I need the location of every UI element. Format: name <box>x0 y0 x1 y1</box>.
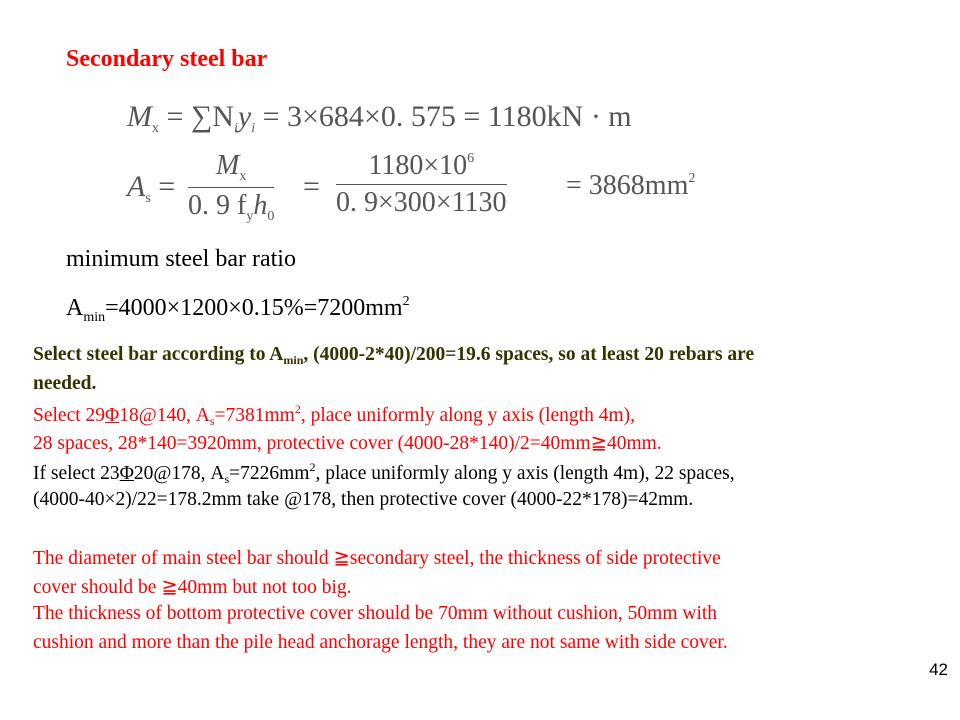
amin-formula: $A_{min}=4000\times 1200\times 0.15\%=7200mm^2$ <box>66 294 410 325</box>
sum-ni: = ∑N <box>166 100 234 133</box>
mx-subscript: x <box>152 121 159 136</box>
page-number: 42 <box>929 660 948 679</box>
minimum-ratio-label: minimum steel bar ratio <box>66 246 296 272</box>
mx-equation <box>127 100 632 137</box>
yi-symbol: y <box>237 100 252 133</box>
as-result: = $3868mm^2$ <box>566 170 696 201</box>
yi-subscript: i <box>251 121 256 136</box>
fraction2-numerator: $1180\times 10^6$ <box>336 150 507 185</box>
slide-title: Secondary steel bar <box>66 46 268 72</box>
as-subscript: s <box>145 191 151 206</box>
ni-subscript: i <box>233 121 238 136</box>
fraction2-denominator: 0. 9×300×1130 <box>336 187 507 218</box>
text-line-8: cover should be ≧40mm but not too big. <box>33 577 352 598</box>
text-line-7: The diameter of main steel bar should ≧secondary steel, the thickness of side protective <box>33 548 721 569</box>
text-line-10: cushion and more than the pile head anchorage length, they are not same with side cover. <box>33 632 728 653</box>
text-line-5: If select 23Φ20@178, $A_s=7226mm^2$, place uniformly along y axis (length 4m), 22 spaces, <box>33 460 735 486</box>
text-line-4: 28 spaces, 28*140=3920mm, protective cover (4000-28*140)/2=40mm≧40mm. <box>33 433 662 454</box>
text-line-1: Select steel bar according to $A_{min}$, (4000-2*40)/200=19.6 spaces, so at least 20 rebars are <box>33 344 755 367</box>
mx-calculation: = 3×684×0. 575 = 1180kN · m <box>262 100 632 133</box>
fraction-numeric <box>336 150 507 219</box>
text-line-3: Select 29Φ18@140, $A_s=7381mm^2$, place uniformly along y axis (length 4m), <box>33 402 635 428</box>
as-symbol: A <box>127 170 146 203</box>
as-lhs: $A_s$ = <box>127 170 176 206</box>
fraction1-denominator: 0. 9 $f_yh_0$ <box>188 190 275 224</box>
equals-sign: = <box>303 170 320 203</box>
fraction-mx-over-fyh0 <box>188 150 274 225</box>
text-line-6: (4000-40×2)/22=178.2mm take @178, then protective cover (4000-22*178)=42mm. <box>33 489 694 510</box>
text-line-9: The thickness of bottom protective cover should be 70mm without cushion, 50mm with <box>33 603 718 624</box>
mx-symbol: M <box>127 100 152 133</box>
text-line-2: needed. <box>33 373 97 394</box>
fraction1-numerator: $M_x$ <box>188 150 274 188</box>
